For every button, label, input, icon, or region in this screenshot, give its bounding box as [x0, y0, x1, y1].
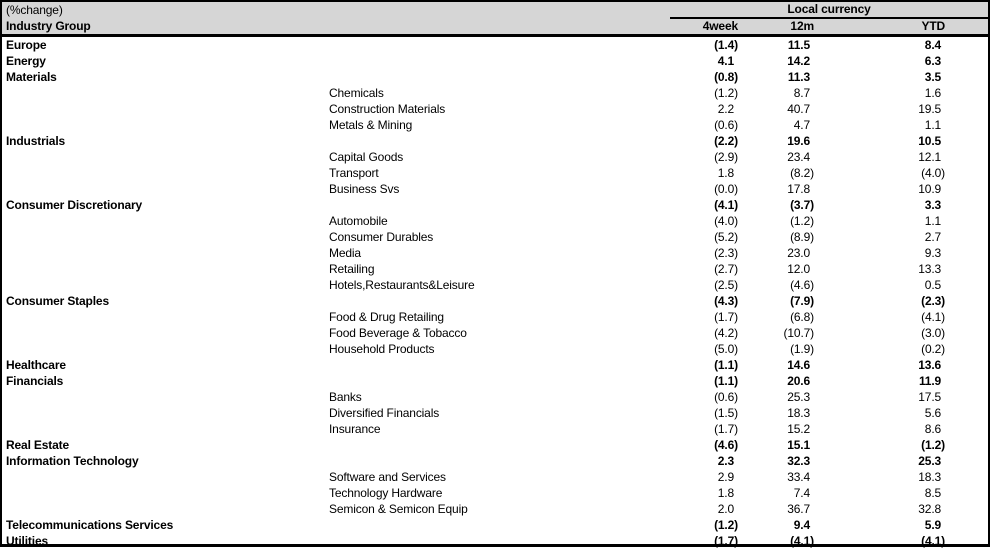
table-row: [2, 36, 988, 54]
value-cell: [740, 325, 816, 341]
value-cell: [670, 245, 740, 261]
value-text: 12.1: [918, 150, 945, 164]
value-cell: [816, 229, 988, 245]
header-row-columns: [2, 18, 988, 36]
value-cell: [816, 213, 988, 229]
value-cell: [670, 36, 740, 54]
value-cell: [816, 245, 988, 261]
value-text: 15.1: [787, 438, 814, 452]
value-text: 10.5: [918, 134, 945, 148]
value-text: (8.9): [790, 230, 814, 244]
value-cell: [740, 421, 816, 437]
value-cell: [670, 357, 740, 373]
value-text: (6.8): [790, 310, 814, 324]
value-text: (4.1): [921, 310, 945, 324]
value-text: 8.7: [794, 86, 814, 100]
table-row: [2, 501, 988, 517]
value-cell: [816, 405, 988, 421]
value-text: 15.2: [787, 422, 814, 436]
value-cell: [740, 517, 816, 533]
value-text: 18.3: [787, 406, 814, 420]
industry-label: Real Estate: [2, 437, 670, 453]
value-text: 11.9: [919, 374, 945, 388]
value-cell: [816, 325, 988, 341]
value-text: 2.0: [718, 502, 738, 516]
industry-label: Technology Hardware: [2, 485, 670, 501]
value-text: 33.4: [787, 470, 814, 484]
value-text: 9.3: [925, 246, 945, 260]
industry-label: Chemicals: [2, 85, 670, 101]
value-text: (1.9): [790, 342, 814, 356]
value-text: (1.7): [714, 534, 738, 548]
value-text: (1.2): [714, 518, 738, 532]
value-text: 13.6: [918, 358, 945, 372]
column-header-industry-group: Industry Group: [2, 18, 670, 36]
value-text: (1.4): [714, 38, 738, 52]
value-cell: [740, 229, 816, 245]
industry-label: Utilities: [2, 533, 670, 549]
industry-label: Transport: [2, 165, 670, 181]
value-cell: [740, 357, 816, 373]
value-cell: [816, 181, 988, 197]
industry-label: Banks: [2, 389, 670, 405]
value-text: 3.5: [925, 70, 945, 84]
header-row-top: [2, 2, 988, 18]
value-cell: [740, 341, 816, 357]
table-body: [2, 36, 988, 549]
value-text: (3.7): [790, 198, 814, 212]
value-text: 36.7: [787, 502, 814, 516]
table-row: [2, 245, 988, 261]
value-cell: [740, 53, 816, 69]
local-currency-header: Local currency: [670, 2, 988, 18]
value-cell: [670, 421, 740, 437]
value-cell: [740, 261, 816, 277]
value-text: (5.0): [714, 342, 738, 356]
value-cell: [816, 389, 988, 405]
value-text: 12.0: [787, 262, 814, 276]
value-cell: [816, 197, 988, 213]
value-cell: [816, 101, 988, 117]
value-text: (4.1): [921, 534, 945, 548]
value-text: 25.3: [787, 390, 814, 404]
value-text: 4.7: [794, 118, 814, 132]
value-text: (2.5): [714, 278, 738, 292]
table-row: [2, 341, 988, 357]
value-text: (1.5): [714, 406, 738, 420]
table-row: [2, 165, 988, 181]
value-text: 25.3: [918, 454, 945, 468]
value-text: 5.6: [925, 406, 945, 420]
table-row: [2, 69, 988, 85]
value-text: 2.7: [925, 230, 945, 244]
industry-label: Europe: [2, 36, 670, 54]
value-cell: [816, 85, 988, 101]
percent-change-label: (%change): [2, 2, 670, 18]
value-cell: [740, 405, 816, 421]
value-cell: [670, 453, 740, 469]
value-cell: [670, 389, 740, 405]
industry-label: Consumer Discretionary: [2, 197, 670, 213]
value-text: 1.1: [925, 118, 945, 132]
value-cell: [816, 485, 988, 501]
value-text: 1.1: [925, 214, 945, 228]
table-row: [2, 85, 988, 101]
value-text: 5.9: [925, 518, 945, 532]
value-text: (1.2): [714, 86, 738, 100]
value-cell: [816, 293, 988, 309]
value-text: (3.0): [921, 326, 945, 340]
industry-label: Information Technology: [2, 453, 670, 469]
performance-table: [2, 2, 988, 549]
value-cell: [740, 245, 816, 261]
value-text: (1.7): [714, 422, 738, 436]
value-text: 2.2: [718, 102, 738, 116]
value-cell: [740, 453, 816, 469]
value-text: 9.4: [794, 518, 814, 532]
industry-label: Energy: [2, 53, 670, 69]
industry-label: Semicon & Semicon Equip: [2, 501, 670, 517]
value-text: (1.2): [790, 214, 814, 228]
value-cell: [670, 325, 740, 341]
value-cell: [740, 85, 816, 101]
value-text: (8.2): [790, 166, 814, 180]
value-text: 13.3: [918, 262, 945, 276]
value-cell: [816, 421, 988, 437]
value-text: 19.6: [787, 134, 814, 148]
value-cell: [740, 373, 816, 389]
value-text: 3.3: [925, 198, 945, 212]
value-cell: [816, 357, 988, 373]
industry-label: Software and Services: [2, 469, 670, 485]
table-row: [2, 469, 988, 485]
value-cell: [670, 165, 740, 181]
value-cell: [670, 277, 740, 293]
value-cell: [740, 501, 816, 517]
value-cell: [670, 405, 740, 421]
value-text: 40.7: [787, 102, 814, 116]
industry-label: Automobile: [2, 213, 670, 229]
value-cell: [740, 485, 816, 501]
value-cell: [670, 149, 740, 165]
value-text: 4.1: [718, 54, 738, 68]
value-cell: [816, 69, 988, 85]
table-row: [2, 149, 988, 165]
value-cell: [670, 101, 740, 117]
table-row: [2, 437, 988, 453]
value-text: (4.6): [790, 278, 814, 292]
value-cell: [816, 53, 988, 69]
value-cell: [816, 373, 988, 389]
value-cell: [816, 341, 988, 357]
value-text: (2.9): [714, 150, 738, 164]
industry-label: Capital Goods: [2, 149, 670, 165]
value-text: (4.3): [714, 294, 738, 308]
value-cell: [670, 293, 740, 309]
value-text: (0.2): [921, 342, 945, 356]
value-cell: [740, 117, 816, 133]
industry-label: Diversified Financials: [2, 405, 670, 421]
value-text: (4.1): [714, 198, 738, 212]
table-row: [2, 373, 988, 389]
industry-label: Food Beverage & Tobacco: [2, 325, 670, 341]
table-row: [2, 101, 988, 117]
industry-label: Industrials: [2, 133, 670, 149]
value-text: 1.6: [925, 86, 945, 100]
table-row: [2, 309, 988, 325]
value-cell: [740, 309, 816, 325]
value-cell: [670, 437, 740, 453]
value-text: 0.5: [925, 278, 945, 292]
industry-label: Consumer Durables: [2, 229, 670, 245]
value-text: 19.5: [918, 102, 945, 116]
value-cell: [740, 165, 816, 181]
value-cell: [740, 293, 816, 309]
value-cell: [816, 277, 988, 293]
value-text: (0.6): [714, 390, 738, 404]
table-row: [2, 485, 988, 501]
value-cell: [670, 485, 740, 501]
table-row: [2, 117, 988, 133]
value-text: 8.4: [925, 38, 945, 52]
value-text: 23.0: [787, 246, 814, 260]
value-cell: [740, 133, 816, 149]
table-row: [2, 261, 988, 277]
industry-label: Insurance: [2, 421, 670, 437]
value-cell: [816, 437, 988, 453]
value-cell: [670, 133, 740, 149]
table-row: [2, 133, 988, 149]
value-text: (4.6): [714, 438, 738, 452]
industry-label: Business Svs: [2, 181, 670, 197]
industry-label: Retailing: [2, 261, 670, 277]
value-text: 8.6: [925, 422, 945, 436]
industry-label: Materials: [2, 69, 670, 85]
industry-label: Food & Drug Retailing: [2, 309, 670, 325]
industry-label: Consumer Staples: [2, 293, 670, 309]
column-header-ytd: YTD: [816, 18, 988, 36]
value-cell: [670, 69, 740, 85]
value-text: (2.3): [714, 246, 738, 260]
table-row: [2, 53, 988, 69]
table-row: [2, 357, 988, 373]
value-text: 2.3: [718, 454, 738, 468]
value-text: 2.9: [718, 470, 738, 484]
value-text: (2.7): [714, 262, 738, 276]
table-row: [2, 405, 988, 421]
value-text: 7.4: [794, 486, 814, 500]
value-text: 11.5: [788, 38, 814, 52]
table-row: [2, 421, 988, 437]
value-text: 8.5: [925, 486, 945, 500]
value-text: (0.6): [714, 118, 738, 132]
industry-label: Financials: [2, 373, 670, 389]
value-text: (0.0): [714, 182, 738, 196]
value-text: 14.2: [787, 54, 814, 68]
value-text: (4.0): [921, 166, 945, 180]
value-text: 18.3: [918, 470, 945, 484]
value-text: 17.8: [787, 182, 814, 196]
value-cell: [816, 133, 988, 149]
industry-label: Metals & Mining: [2, 117, 670, 133]
value-cell: [816, 165, 988, 181]
value-cell: [670, 341, 740, 357]
value-text: (5.2): [714, 230, 738, 244]
value-cell: [740, 213, 816, 229]
table-row: [2, 389, 988, 405]
table-row: [2, 229, 988, 245]
value-cell: [670, 261, 740, 277]
value-text: (4.1): [790, 534, 814, 548]
value-text: (1.1): [714, 374, 738, 388]
value-text: (1.7): [714, 310, 738, 324]
value-cell: [740, 197, 816, 213]
value-cell: [816, 149, 988, 165]
value-text: (1.2): [921, 438, 945, 452]
value-cell: [740, 36, 816, 54]
value-text: (1.1): [714, 358, 738, 372]
table-row: [2, 517, 988, 533]
value-cell: [740, 101, 816, 117]
value-cell: [670, 197, 740, 213]
value-cell: [740, 149, 816, 165]
table-row: [2, 453, 988, 469]
industry-label: Telecommunications Services: [2, 517, 670, 533]
value-text: 32.3: [787, 454, 814, 468]
value-cell: [816, 453, 988, 469]
industry-label: Media: [2, 245, 670, 261]
value-text: 17.5: [918, 390, 945, 404]
table-row: [2, 213, 988, 229]
value-cell: [816, 517, 988, 533]
value-cell: [670, 53, 740, 69]
industry-label: Healthcare: [2, 357, 670, 373]
table-row: [2, 325, 988, 341]
value-cell: [816, 309, 988, 325]
value-text: 32.8: [918, 502, 945, 516]
value-cell: [740, 69, 816, 85]
industry-label: Household Products: [2, 341, 670, 357]
value-cell: [670, 309, 740, 325]
value-text: (7.9): [790, 294, 814, 308]
value-text: 14.6: [787, 358, 814, 372]
value-cell: [740, 469, 816, 485]
value-cell: [670, 181, 740, 197]
value-text: 10.9: [918, 182, 945, 196]
value-text: (2.2): [714, 134, 738, 148]
value-cell: [670, 117, 740, 133]
value-cell: [816, 117, 988, 133]
industry-label: Construction Materials: [2, 101, 670, 117]
value-cell: [816, 261, 988, 277]
value-text: (4.2): [714, 326, 738, 340]
value-cell: [670, 373, 740, 389]
table-row: [2, 181, 988, 197]
value-text: 1.8: [718, 166, 738, 180]
value-cell: [670, 213, 740, 229]
value-cell: [670, 85, 740, 101]
value-cell: [740, 437, 816, 453]
value-cell: [670, 469, 740, 485]
value-cell: [670, 229, 740, 245]
value-text: 11.3: [788, 70, 814, 84]
value-cell: [740, 389, 816, 405]
table-row: [2, 277, 988, 293]
table-row: [2, 197, 988, 213]
column-header-4week: 4week: [670, 18, 740, 36]
value-cell: [816, 469, 988, 485]
table-row: [2, 293, 988, 309]
column-header-12m: 12m: [740, 18, 816, 36]
value-text: 23.4: [787, 150, 814, 164]
value-cell: [816, 36, 988, 54]
value-cell: [740, 181, 816, 197]
industry-label: Hotels,Restaurants&Leisure: [2, 277, 670, 293]
value-text: 6.3: [925, 54, 945, 68]
value-text: (2.3): [921, 294, 945, 308]
value-cell: [670, 501, 740, 517]
value-cell: [670, 517, 740, 533]
value-text: (4.0): [714, 214, 738, 228]
value-text: 20.6: [787, 374, 814, 388]
value-text: (10.7): [784, 326, 814, 340]
value-text: (0.8): [714, 70, 738, 84]
value-cell: [816, 501, 988, 517]
value-text: 1.8: [718, 486, 738, 500]
value-cell: [740, 277, 816, 293]
